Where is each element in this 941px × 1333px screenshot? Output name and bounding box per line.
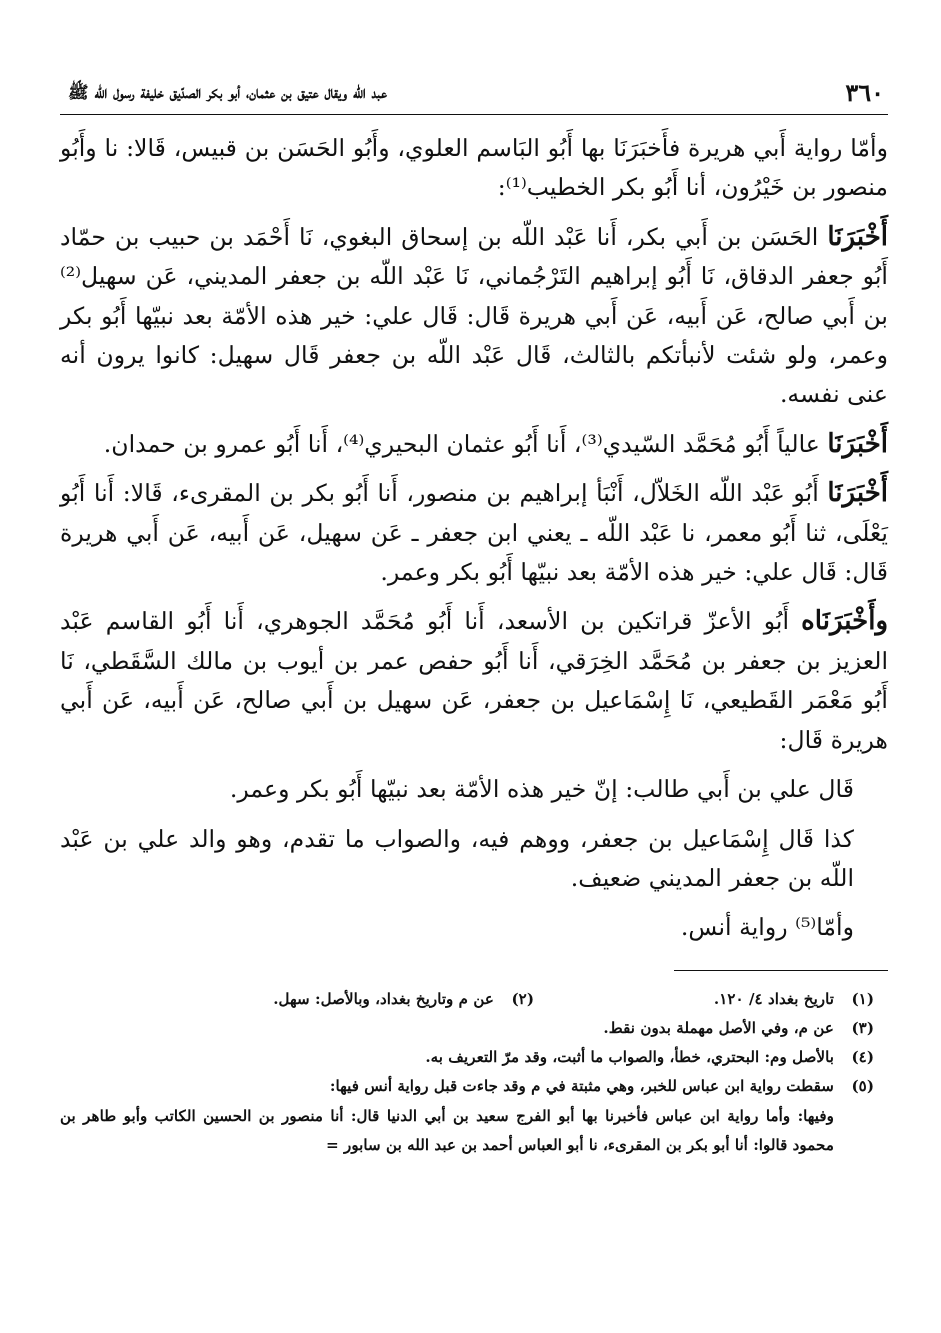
footnote-separator (674, 970, 888, 971)
footnote-number: (٤) (851, 1048, 874, 1067)
footnotes (60, 985, 888, 1160)
paragraph-lead: أَخْبَرَنَا (827, 428, 888, 459)
footnote-text: بالأصل وم: البحتري، خطأ، والصواب ما أثبت، وقد مرّ التعريف به. (425, 1048, 834, 1067)
footnote (208, 985, 548, 1014)
paragraph-lead: أَخْبَرَنَا (827, 221, 888, 252)
paragraph-text: أَبُو عَبْد اللّه الخَلاّل، أَنْبَأ إبراهيم بن منصور، أَنا أَبُو بكر بن المقرىء، قَالا: أَنا أَبُو يَعْلَى، ثنا أَبُو معمر، نا عَبْد اللّه ـ يعني ابن جعفر ـ عَن سهيل، عَن أَبيه، عَن أَبي هريرة قَال: قَال علي: خير هذه الأمّة بعد نبيّها أَبُو بكر وعمر. (60, 479, 888, 587)
main-text (60, 129, 888, 948)
paragraph (60, 820, 888, 899)
paragraph-text: كذا قَال إِسْمَاعيل بن جعفر، ووهم فيه، والصواب ما تقدم، وهو والد علي بن عَبْد اللّه بن جعفر المديني ضعيف. (60, 824, 854, 892)
paragraph-text: عالياً أَبُو مُحَمَّد السّيدي⁽³⁾، أَنا أَبُو عثمان البحيري⁽⁴⁾، أَنا أَبُو عمرو بن حمدان. (103, 429, 828, 458)
footnote-number: (١) (851, 989, 874, 1008)
footnote-text: عن م، وفي الأصل مهملة بدون نقط. (603, 1018, 834, 1037)
paragraph-text: وأمّا⁽⁵⁾ رواية أنس. (680, 913, 854, 942)
footnote (60, 1072, 888, 1101)
footnote-number: (٣) (851, 1018, 874, 1037)
paragraph-text: الحَسَن بن أَبي بكر، أَنا عَبْد اللّه بن إسحاق البغوي، نَا أَحْمَد بن حبيب بن حمّاد أَبُو جعفر الدقاق، نَا أَبُو إبراهيم التَرْجُماني، نَا عَبْد اللّه بن جعفر المديني، عَن سهيل⁽²⁾ بن أَبي صالح، عَن أَبيه، عَن أَبي هريرة قَال: قَال علي: خير هذه الأمّة بعد نبيّها أَبُو بكر وعمر، ولو شئت لأنبأتكم بالثالث، قَال عَبْد اللّه بن جعفر قَال سهيل: كانوا يرون أنه عنى نفسه. (60, 222, 888, 409)
paragraph (60, 770, 888, 809)
footnote (60, 1014, 888, 1043)
footnote-number: (٥) (851, 1077, 874, 1096)
page-number: ٣٦٠ (845, 78, 884, 107)
page-header (60, 70, 888, 115)
paragraph (60, 218, 888, 415)
paragraph (60, 602, 888, 760)
footnote-text: تاريخ بغداد ٤/ ١٢٠. (713, 989, 834, 1008)
footnote-text: سقطت رواية ابن عباس للخبر، وهي مثبتة في م وقد جاءت قبل رواية أنس فيها: (329, 1077, 834, 1096)
paragraph-text: أَبُو الأعزّ قراتكين بن الأسعد، أَنا أَبُو مُحَمَّد الجوهري، أَنا أَبُو القاسم عَبْد العزيز بن جعفر بن مُحَمَّد الخِرَقي، أَنا أَبُو حفص عمر بن أيوب بن مالك السَّقَطي، نَا أَبُو مَعْمَر القَطيعي، نَا إِسْمَاعيل بن جعفر، عَن سهيل بن أَبي صالح، عَن أَبيه، عَن أَبي هريرة قَال: (60, 607, 888, 754)
book-page (60, 70, 888, 1320)
paragraph (60, 474, 888, 592)
footnote-number: (٢) (511, 989, 534, 1008)
paragraph-text: وأمّا رواية أَبي هريرة فأَخبَرَنَا بها أَبُو البَاسم العلوي، وأَبُو الحَسَن بن قبيس، قَالا: نا وأَبُو منصور بن خَيْرُون، أنا أَبُو بكر الخطيب⁽¹⁾: (60, 134, 888, 202)
paragraph (60, 129, 888, 208)
paragraph-lead: أَخْبَرَنَا (827, 478, 888, 509)
paragraph-lead: وأَخْبَرَنَاه (801, 606, 888, 637)
paragraph-text: قَال علي بن أَبي طالب: إنّ خير هذه الأمّة بعد نبيّها أَبُو بكر وعمر. (229, 775, 854, 804)
paragraph (60, 908, 888, 947)
footnote-row (60, 985, 888, 1014)
running-title: عبد الله ويقال عتيق بن عثمان، أبو بكر الصدّيق خليفة رسول الله ﷺ (68, 83, 387, 103)
footnote (60, 1043, 888, 1072)
footnote-text: عن م وتاريخ بغداد، وبالأصل: سهل. (273, 989, 494, 1008)
footnote (548, 985, 888, 1014)
footnote-continuation: وفيها: وأما رواية ابن عباس فأخبرنا بها أبو الفرج سعيد بن أبي الدنيا قال: أنا منصور بن الحسين الكاتب وأبو طاهر بن محمود قالوا: أنا أبو بكر بن المقرىء، نا أبو العباس أحمد بن عبد الله بن سابور = (60, 1106, 834, 1154)
paragraph (60, 425, 888, 464)
